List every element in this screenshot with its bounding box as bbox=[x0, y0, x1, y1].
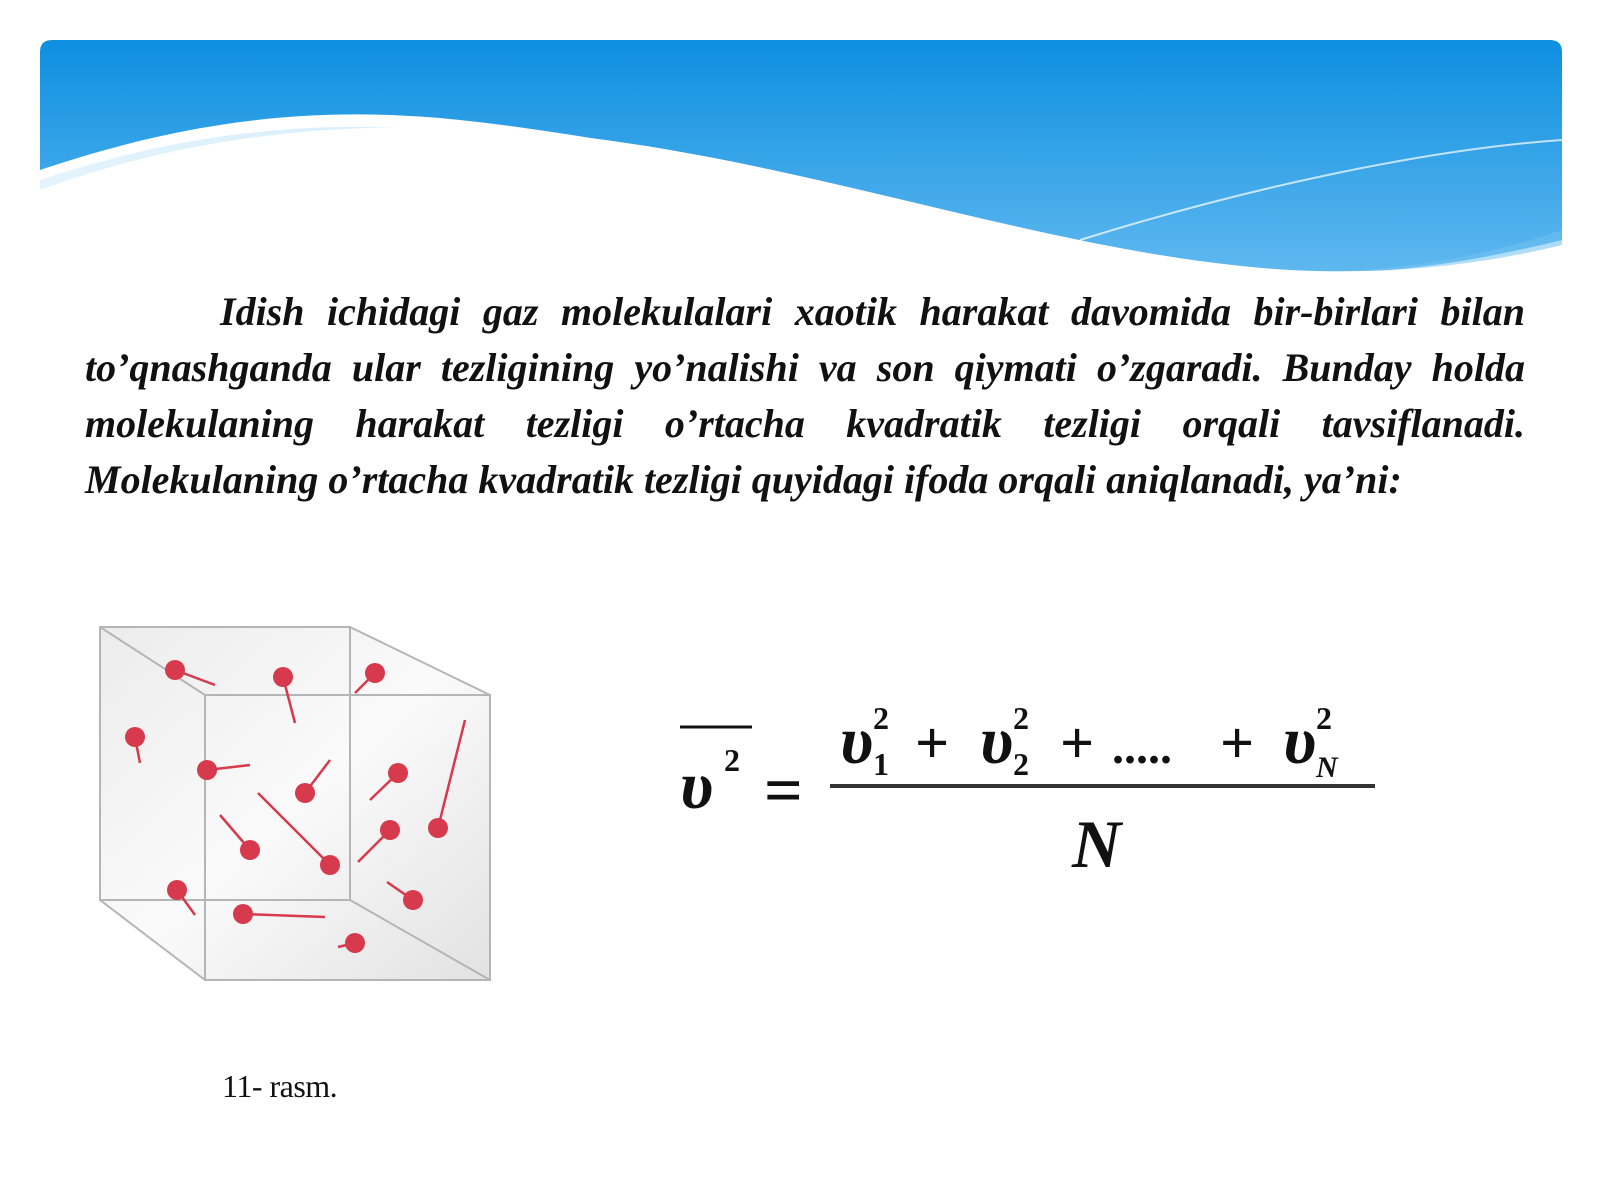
lhs-symbol: υ bbox=[680, 747, 714, 823]
term3-symbol: υ bbox=[1283, 702, 1317, 778]
plus-1: + bbox=[915, 710, 950, 776]
denominator: N bbox=[1072, 806, 1122, 882]
term3-sup: 2 bbox=[1316, 700, 1332, 736]
term1-sup: 2 bbox=[873, 700, 889, 736]
term3-sub: N bbox=[1316, 751, 1338, 784]
equals-sign: = bbox=[764, 752, 803, 828]
term2-sub: 2 bbox=[1013, 746, 1029, 782]
body-paragraph: Idish ichidagi gaz molekulalari xaotik harakat davomida bir-birlari bilan to’qnashganda ular tezligining yo’nalishi va son qiymati o’zgaradi. Bunday holda molekulaning harakat tezligi o’rtacha kvadratik tezligi orqali tavsiflanadi. Molekulaning o’rtacha kvadratik tezligi quyidagi ifoda orqali aniqlanadi, ya’ni: bbox=[85, 289, 1525, 502]
mean-square-velocity-formula bbox=[680, 695, 1420, 905]
figure-caption: 11- rasm. bbox=[222, 1068, 338, 1104]
wave-banner bbox=[40, 40, 1562, 280]
ellipsis: ..... bbox=[1112, 721, 1172, 774]
term2-sup: 2 bbox=[1013, 700, 1029, 736]
term1-symbol: υ bbox=[840, 702, 874, 778]
plus-2: + bbox=[1060, 710, 1095, 776]
plus-3: + bbox=[1220, 710, 1255, 776]
term2-symbol: υ bbox=[980, 702, 1014, 778]
gas-molecules-in-cube-icon bbox=[90, 625, 510, 1010]
term1-sub: 1 bbox=[873, 746, 889, 782]
lhs-exponent: 2 bbox=[724, 742, 740, 778]
